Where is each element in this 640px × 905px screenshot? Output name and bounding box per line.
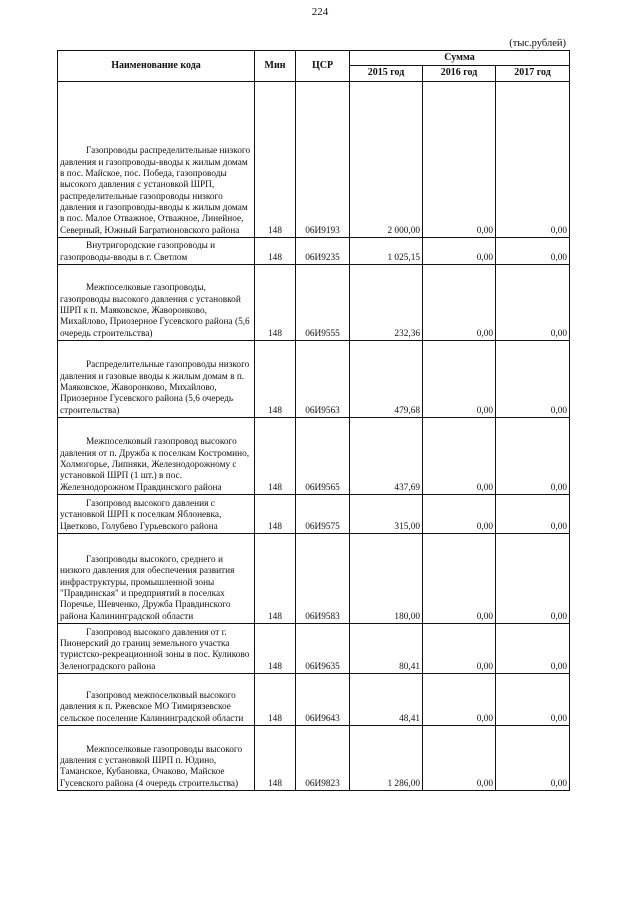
header-sum: Сумма: [350, 51, 570, 66]
row-name-text: Газопровод высокого давления с установкой ШРП к поселкам Яблоневка, Цветково, Голубево Гурьевского района: [60, 499, 222, 532]
row-value-2015: 437,69: [350, 418, 423, 495]
row-value-2017: 0,00: [496, 265, 570, 341]
row-value-2016: 0,00: [423, 726, 496, 791]
row-value-2017: 0,00: [496, 624, 570, 674]
row-value-2015: 1 286,00: [350, 726, 423, 791]
row-name: [58, 341, 255, 418]
row-name-text: Газопровод межпоселковый высокого давления к п. Ржевское МО Тимирязевское сельское поселение Калининградской области: [60, 691, 244, 724]
table-row: [58, 674, 570, 726]
row-value-2016: 0,00: [423, 238, 496, 265]
row-csr: 06И9565: [296, 418, 350, 495]
header-name: Наименование кода: [58, 51, 255, 82]
row-value-2016: 0,00: [423, 624, 496, 674]
row-name-text: Внутригородские газопроводы и газопроводы-вводы в г. Светлом: [60, 241, 216, 263]
row-value-2017: 0,00: [496, 418, 570, 495]
row-name: [58, 265, 255, 341]
row-name: [58, 674, 255, 726]
table-row: [58, 341, 570, 418]
row-csr: 06И9643: [296, 674, 350, 726]
row-value-2017: 0,00: [496, 495, 570, 534]
row-csr: 06И9635: [296, 624, 350, 674]
row-value-2015: 2 000,00: [350, 82, 423, 238]
header-csr: ЦСР: [296, 51, 350, 82]
row-name: [58, 418, 255, 495]
row-value-2017: 0,00: [496, 726, 570, 791]
row-name-text: Газопровод высокого давления от г. Пионерский до границ земельного участка туристско-рекреационной зоны в пос. Куликово Зеленоградского района: [60, 627, 250, 672]
row-name-text: Газопроводы распределительные низкого давления и газопроводы-вводы к жилым домам в пос. Майское, пос. Победа, газопроводы высокого давления с установкой ШРП, распределительные газопроводы низкого давления и газопроводы-вводы к жилым домам в пос. Малое Отважное, Отважное, Линейное, Северный, Южный Багратионовского района: [60, 146, 251, 236]
table-row: [58, 418, 570, 495]
header-year-2015: 2015 год: [350, 65, 423, 81]
table-row: [58, 265, 570, 341]
row-min: 148: [255, 534, 296, 624]
row-min: 148: [255, 674, 296, 726]
row-csr: 06И9563: [296, 341, 350, 418]
row-value-2017: 0,00: [496, 238, 570, 265]
table-row: [58, 495, 570, 534]
page-number: 224: [311, 6, 329, 18]
row-value-2015: 232,36: [350, 265, 423, 341]
row-value-2017: 0,00: [496, 341, 570, 418]
row-min: 148: [255, 418, 296, 495]
row-value-2015: 315,00: [350, 495, 423, 534]
row-name: [58, 624, 255, 674]
row-value-2016: 0,00: [423, 495, 496, 534]
header-row: [58, 51, 570, 66]
row-name-text: Газопроводы высокого, среднего и низкого давления для обеспечения развития инфраструктуры, промышленной зоны "Правдинская" и предприятий в поселках Поречье, Шевченко, Дружба Правдинского района Калининградской области: [60, 555, 235, 622]
row-name: [58, 726, 255, 791]
row-min: 148: [255, 82, 296, 238]
budget-table: [57, 50, 570, 791]
row-csr: 06И9575: [296, 495, 350, 534]
row-value-2015: 1 025,15: [350, 238, 423, 265]
row-value-2016: 0,00: [423, 265, 496, 341]
header-min: Мин: [255, 51, 296, 82]
row-min: 148: [255, 726, 296, 791]
row-value-2016: 0,00: [423, 82, 496, 238]
row-name: [58, 238, 255, 265]
table-row: [58, 534, 570, 624]
row-min: 148: [255, 495, 296, 534]
row-min: 148: [255, 265, 296, 341]
row-value-2015: 479,68: [350, 341, 423, 418]
row-name-text: Распределительные газопроводы низкого давления и газовые вводы к жилым домам в п. Маяковское, Жаворонково, Михайлово, Приозерное Гусевского района (5,6 очередь строительства): [60, 360, 250, 416]
row-csr: 06И9583: [296, 534, 350, 624]
row-min: 148: [255, 341, 296, 418]
row-name: [58, 82, 255, 238]
table-row: [58, 726, 570, 791]
header-year-2016: 2016 год: [423, 65, 496, 81]
row-csr: 06И9193: [296, 82, 350, 238]
row-value-2016: 0,00: [423, 341, 496, 418]
header-year-2017: 2017 год: [496, 65, 570, 81]
row-csr: 06И9555: [296, 265, 350, 341]
row-name-text: Межпоселковые газопроводы, газопроводы высокого давления с установкой ШРП к п. Маяковское, Жаворонково, Михайлово, Приозерное Гусевского района (5,6 очередь строительства): [60, 283, 250, 339]
row-value-2017: 0,00: [496, 82, 570, 238]
row-value-2017: 0,00: [496, 534, 570, 624]
row-value-2016: 0,00: [423, 534, 496, 624]
row-value-2017: 0,00: [496, 674, 570, 726]
units-label: (тыс.рублей): [509, 38, 566, 49]
row-min: 148: [255, 624, 296, 674]
row-value-2016: 0,00: [423, 418, 496, 495]
row-value-2015: 48,41: [350, 674, 423, 726]
table-row: [58, 624, 570, 674]
row-csr: 06И9235: [296, 238, 350, 265]
row-min: 148: [255, 238, 296, 265]
row-name: [58, 534, 255, 624]
row-name-text: Межпоселковые газопроводы высокого давления с установкой ШРП п. Юдино, Таманское, Кубановка, Очаково, Майское Гусевского района (4 очередь строительства): [60, 744, 243, 789]
row-value-2015: 180,00: [350, 534, 423, 624]
table-row: [58, 238, 570, 265]
row-name: [58, 495, 255, 534]
table-row: [58, 82, 570, 238]
row-csr: 06И9823: [296, 726, 350, 791]
row-value-2016: 0,00: [423, 674, 496, 726]
row-name-text: Межпоселковый газопровод высокого давления от п. Дружба к поселкам Костромино, Холмогорье, Липняки, Железнодорожному с установкой ШРП (1 шт.) в пос. Железнодорожном Правдинского района: [60, 437, 250, 493]
row-value-2015: 80,41: [350, 624, 423, 674]
